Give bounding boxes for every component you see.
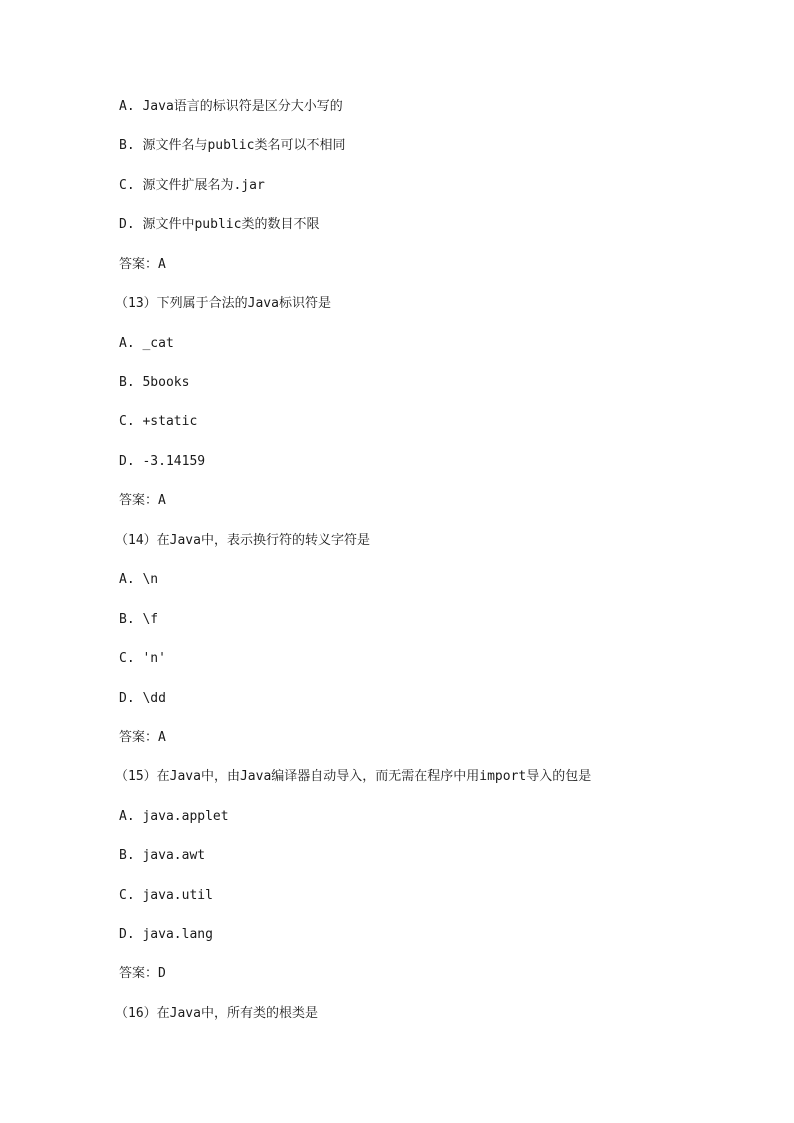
answer-line: 答案：A [119,730,166,745]
option-a-line: A. Java语言的标识符是区分大小写的 [119,99,343,114]
option-b-line: B. 源文件名与public类名可以不相同 [119,138,346,153]
answer-line: 答案：A [119,493,166,508]
option-b-line: B. java.awt [119,848,206,863]
option-d-line: D. java.lang [119,927,213,942]
question-15: （15）在Java中，由Java编译器自动导入，而无需在程序中用import导入的包是 [115,769,592,784]
option-c-line: C. 'n' [119,651,166,666]
question-14: （14）在Java中，表示换行符的转义字符是 [115,533,370,548]
answer-line: 答案：D [119,966,166,981]
option-b-line: B. 5books [119,375,190,390]
question-13: （13）下列属于合法的Java标识符是 [115,296,331,311]
option-b-line: B. \f [119,612,159,627]
option-c-line: C. +static [119,414,198,429]
option-a-line: A. \n [119,572,159,587]
option-d-line: D. -3.14159 [119,454,206,469]
option-d-line: D. \dd [119,691,166,706]
question-16: （16）在Java中，所有类的根类是 [115,1006,318,1021]
option-d-line: D. 源文件中public类的数目不限 [119,217,320,232]
answer-line: 答案：A [119,257,166,272]
option-a-line: A. _cat [119,336,174,351]
option-a-line: A. java.applet [119,809,229,824]
option-c-line: C. 源文件扩展名为.jar [119,178,265,193]
option-c-line: C. java.util [119,888,213,903]
